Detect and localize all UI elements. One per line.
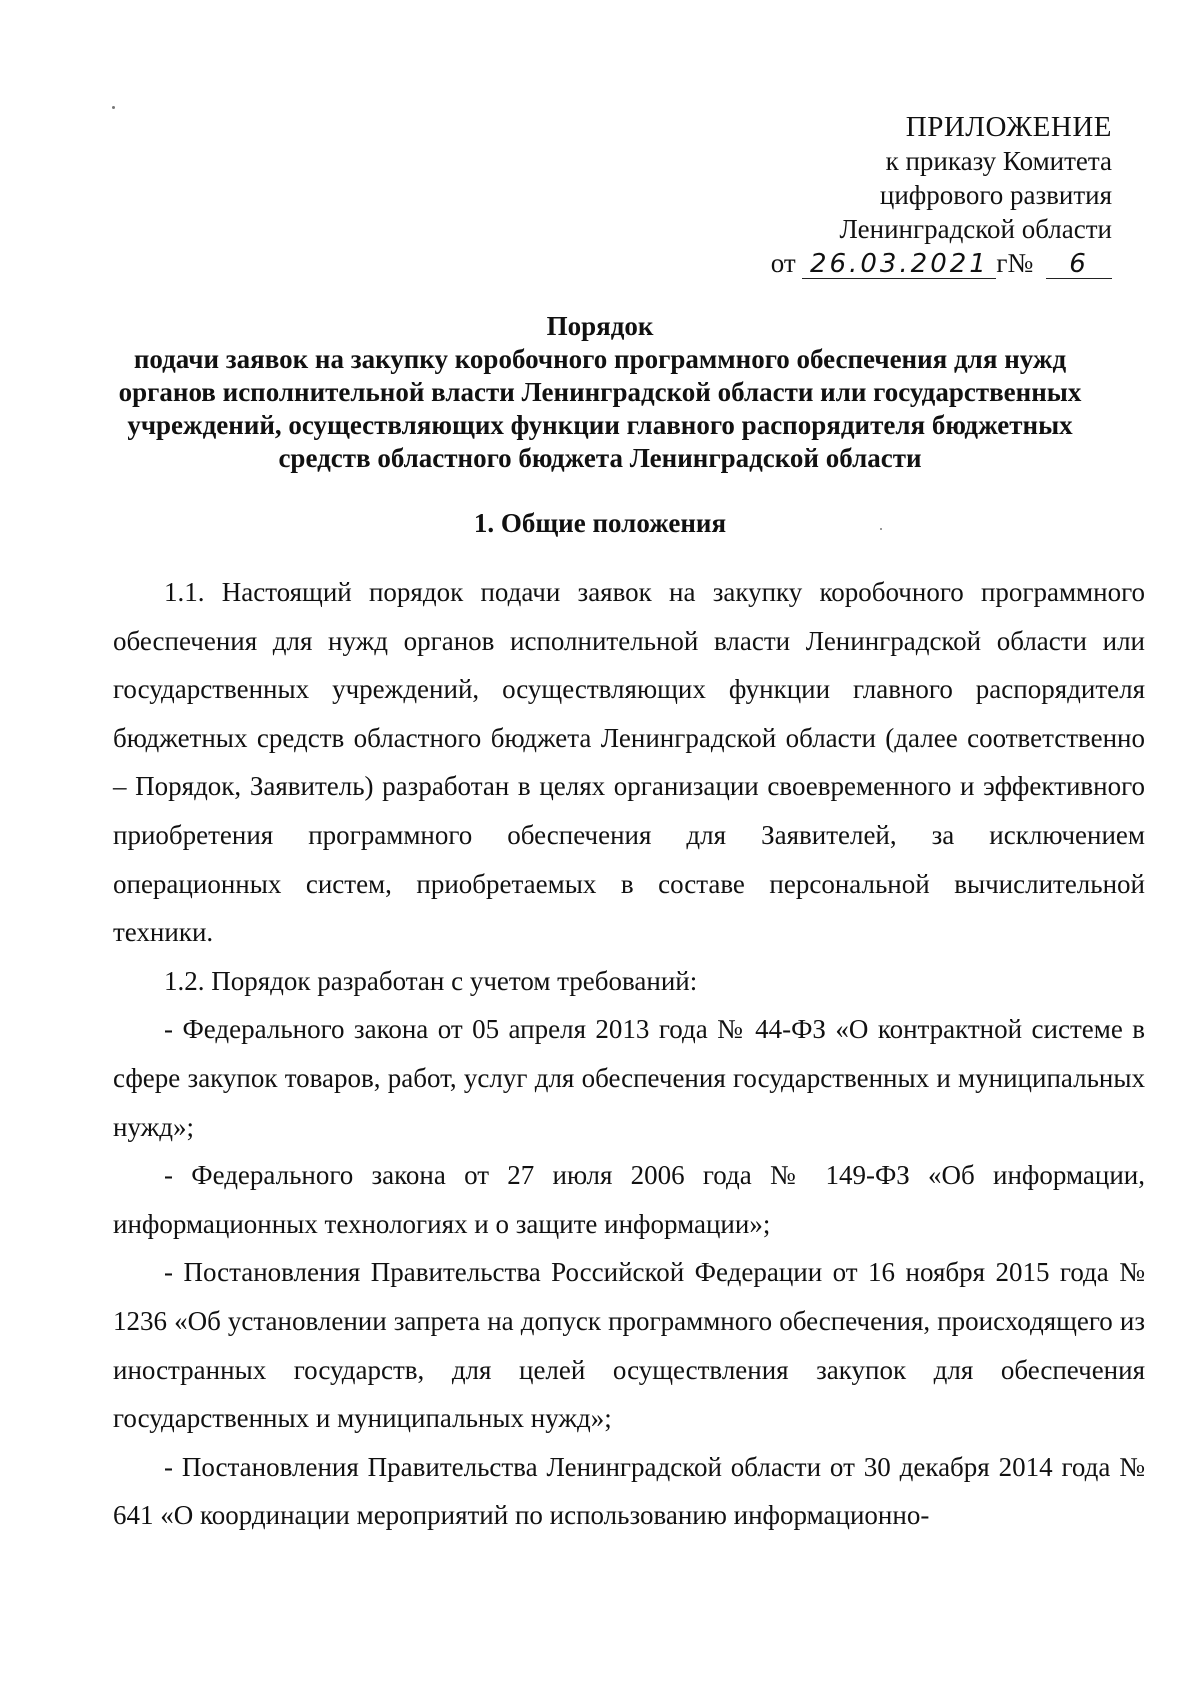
section-body [113,568,1145,1540]
list-item: - Федерального закона от 05 апреля 2013 года № 44-ФЗ «О контрактной системе в сфере закупок товаров, работ, услуг для обеспечения государственных и муниципальных нужд»; [113,1014,1145,1142]
appendix-line: цифрового развития [879,180,1112,210]
section-heading: 1. Общие положения [473,508,727,538]
appendix-line: Ленинградской области [839,214,1112,244]
list-item: - Постановления Правительства Ленинградской области от 30 декабря 2014 года № 641 «О координации мероприятий по использованию информационно- [113,1451,1145,1531]
list-item: - Постановления Правительства Российской Федерации от 16 ноября 2015 года № 1236 «Об установлении запрета на допуск программного обеспечения, происходящего из иностранных государств, для целей осуществления закупок для обеспечения государственных и муниципальных нужд»; [113,1257,1145,1434]
list-item: - Федерального закона от 27 июля 2006 года № 149-ФЗ «Об информации, информационных технологиях и о защите информации»; [113,1160,1145,1239]
title-line: Порядок [546,311,654,341]
handwritten-date: 26.03.2021 [802,250,996,279]
title-line: средств областного бюджета Ленинградской области [278,443,922,473]
title-line: органов исполнительной власти Ленинградской области или государственных [118,377,1082,407]
paragraph-1-2: 1.2. Порядок разработан с учетом требований: [164,965,698,996]
title-line: подачи заявок на закупку коробочного программного обеспечения для нужд [133,344,1067,374]
number-label: г№ [996,248,1034,278]
appendix-title: ПРИЛОЖЕНИЕ [905,111,1112,143]
handwritten-number: 6 [1046,250,1112,279]
appendix-date-line [771,246,1112,280]
paragraph-1-1: 1.1. Настоящий порядок подачи заявок на закупку коробочного программного обеспечения для нужд органов исполнительной власти Ленинградской области или государственных учреждений, осуществляющих функции главного распорядителя бюджетных средств областного бюджета Ленинградской области (далее соответственно – Порядок, Заявитель) разработан в целях организации своевременного и эффективного приобретения программного обеспечения для Заявителей, за исключением операционных систем, приобретаемых в составе персональной вычислительной техники. [113,577,1145,948]
appendix-line: к приказу Комитета [885,146,1112,176]
document-title [80,310,1120,475]
from-label: от [770,248,796,278]
scan-speck [112,106,115,109]
title-line: учреждений, осуществляющих функции главного распорядителя бюджетных [127,410,1073,440]
appendix-block [771,110,1112,280]
